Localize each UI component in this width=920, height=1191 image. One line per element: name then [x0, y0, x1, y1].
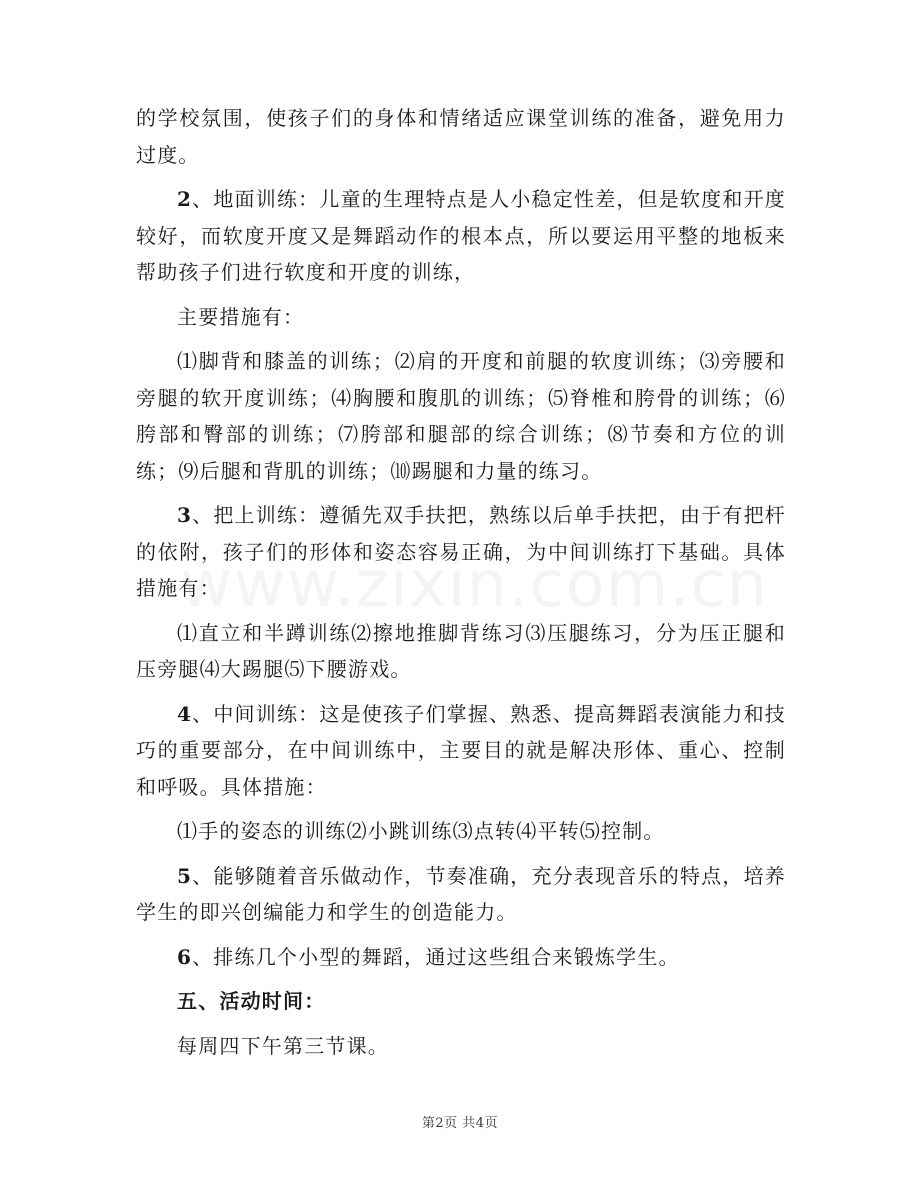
paragraph-item-6: [136, 939, 786, 976]
item-number: 4: [177, 701, 193, 726]
item-number: 6: [177, 944, 193, 969]
section-body: 每周四下午第三节课。: [177, 1033, 389, 1058]
page-number-footer: 第2页 共4页: [421, 1116, 499, 1131]
paragraph-text: 、把上训练：遵循先双手扶把，熟练以后单手扶把，由于有把杆的依附，孩子们的形体和姿态容易正确，为中间训练打下基础。具体措施有：: [136, 503, 786, 600]
paragraph-text: ⑴脚背和膝盖的训练；⑵肩的开度和前腿的软度训练；⑶旁腰和旁腿的软开度训练；⑷胸腰和腹肌的训练；⑸脊椎和胯骨的训练；⑹胯部和臀部的训练；⑺胯部和腿部的综合训练；⑻节奏和方位的训练；⑼后腿和背肌的训练；⑽踢腿和力量的练习。: [136, 349, 786, 483]
item-number: 2: [177, 187, 193, 211]
paragraph-text: ⑴直立和半蹲训练⑵擦地推脚背练习⑶压腿练习，分为压正腿和压旁腿⑷大踢腿⑸下腰游戏。: [136, 620, 786, 681]
document-body: [136, 100, 786, 1064]
paragraph-continuation: [136, 100, 786, 173]
paragraph-text: 的学校氛围，使孩子们的身体和情绪适应课堂训练的准备，避免用力过度。: [136, 106, 786, 167]
paragraph-item-4: [136, 696, 786, 806]
item-number: 3: [177, 503, 193, 527]
paragraph-measures-label: [136, 299, 786, 336]
paragraph-item-3: [136, 497, 786, 607]
section-heading: 五、活动时间：: [177, 989, 326, 1013]
paragraph-item-5: [136, 858, 786, 931]
paragraph-text: 、中间训练：这是使孩子们掌握、熟悉、提高舞蹈表演能力和技巧的重要部分，在中间训练中，主要目的就是解决形体、重心、控制和呼吸。具体措施：: [136, 701, 786, 799]
item-number: 5: [177, 863, 193, 888]
paragraph-item-2: [136, 181, 786, 291]
paragraph-text: 、排练几个小型的舞蹈，通过这些组合来锻炼学生。: [192, 944, 680, 969]
paragraph-text: 、地面训练：儿童的生理特点是人小稳定性差，但是软度和开度较好，而软度开度又是舞蹈动作的根本点，所以要运用平整的地板来帮助孩子们进行软度和开度的训练，: [136, 187, 786, 284]
paragraph-floor-measures: [136, 343, 786, 489]
paragraph-barre-measures: [136, 615, 786, 688]
paragraph-text: ⑴手的姿态的训练⑵小跳训练⑶点转⑷平转⑸控制。: [177, 819, 665, 843]
paragraph-text: 、能够随着音乐做动作，节奏准确，充分表现音乐的特点，培养学生的即兴创编能力和学生的创造能力。: [136, 863, 786, 924]
paragraph-center-measures: [136, 813, 786, 850]
paragraph-text: 主要措施有：: [177, 304, 305, 329]
